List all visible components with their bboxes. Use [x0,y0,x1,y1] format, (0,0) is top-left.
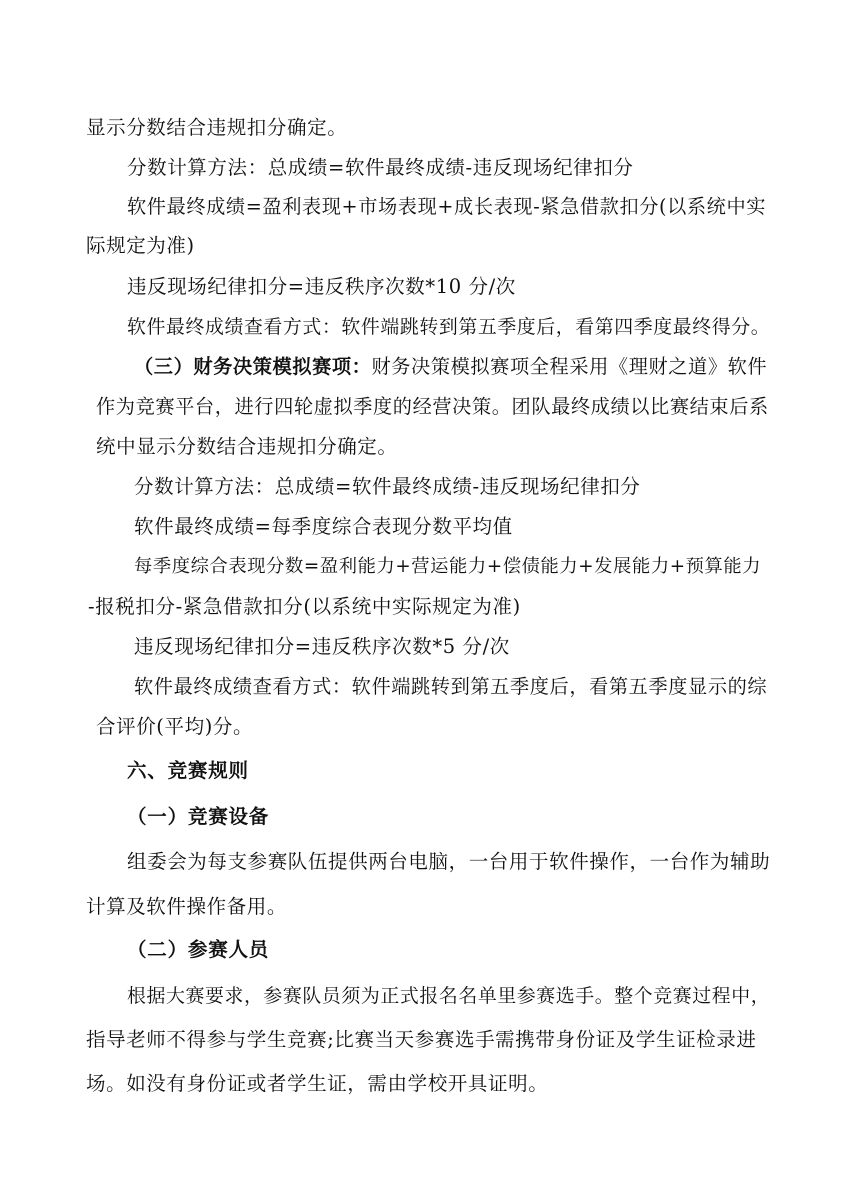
paragraph-line: 显示分数结合违规扣分确定。 [86,116,348,139]
paragraph-line: -报税扣分-紧急借款扣分(以系统中实际规定为准) [88,595,521,618]
paragraph-line: 作为竞赛平台，进行四轮虚拟季度的经营决策。团队最终成绩以比赛结束后系 [96,395,769,418]
paragraph-line: 每季度综合表现分数=盈利能力+营运能力+偿债能力+发展能力+预算能力 [134,556,762,577]
section-3-first-line [134,353,767,381]
paragraph-line: 软件最终成绩查看方式：软件端跳转到第五季度后，看第四季度最终得分。 [127,316,771,338]
paragraph-line: 统中显示分数结合违规扣分确定。 [96,435,398,458]
paragraph-line: 分数计算方法：总成绩=软件最终成绩-违反现场纪律扣分 [134,475,641,498]
paragraph-line: 组委会为每支参赛队伍提供两台电脑，一台用于软件操作，一台作为辅助 [127,850,771,873]
paragraph-line: 合评价(平均)分。 [96,715,254,738]
paragraph-line: 软件最终成绩=盈利表现+市场表现+成长表现-紧急借款扣分(以系统中实 [127,195,767,218]
paragraph-line: 软件最终成绩=每季度综合表现分数平均值 [134,515,513,538]
paragraph-line: 计算及软件操作备用。 [86,895,288,918]
paragraph-line: 根据大赛要求，参赛队员须为正式报名名单里参赛选手。整个竞赛过程中， [127,985,771,1007]
paragraph-line: 违反现场纪律扣分=违反秩序次数*5 分/次 [134,635,510,658]
paragraph-line: 际规定为准) [86,234,195,257]
subsection-heading: （一）竞赛设备 [127,805,270,828]
section-heading: 六、竞赛规则 [127,759,249,782]
section-3-first-line-text: 财务决策模拟赛项全程采用《理财之道》软件 [371,355,768,378]
section-3-heading: （三）财务决策模拟赛项： [134,355,372,378]
paragraph-line: 分数计算方法：总成绩=软件最终成绩-违反现场纪律扣分 [127,156,634,179]
paragraph-line: 违反现场纪律扣分=违反秩序次数*10 分/次 [127,275,516,298]
paragraph-line: 场。如没有身份证或者学生证，需由学校开具证明。 [86,1072,549,1095]
subsection-heading: （二）参赛人员 [127,938,270,961]
paragraph-line: 指导老师不得参与学生竞赛;比赛当天参赛选手需携带身份证及学生证检录进 [86,1028,757,1051]
paragraph-line: 软件最终成绩查看方式：软件端跳转到第五季度后，看第五季度显示的综 [134,675,768,698]
